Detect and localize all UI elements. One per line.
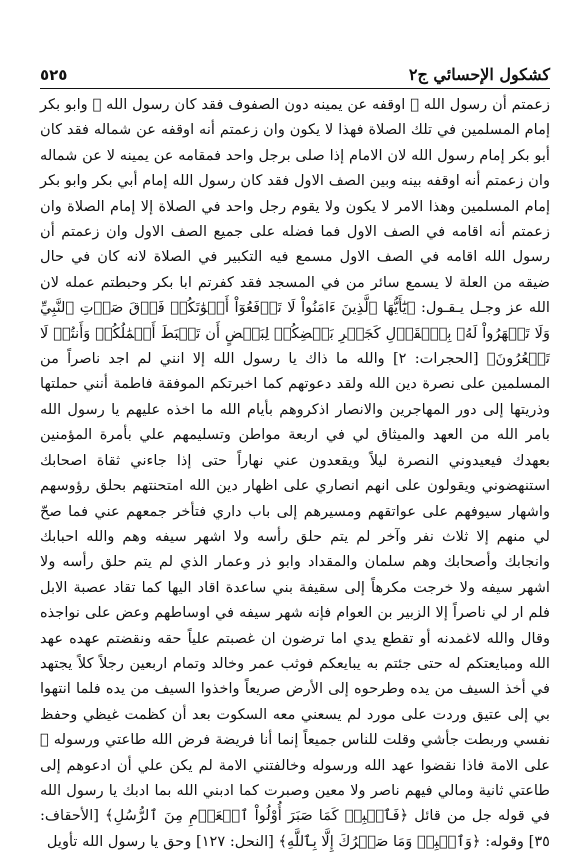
- book-title: كشكول الإحسائي ج٢: [408, 65, 550, 84]
- body-text: [40, 92, 550, 854]
- paragraph: زعمتم أن رسول الله ﷺ اوقفه عن يمينه دون الصفوف فقد كان رسول الله ﷺ وابو بكر إمام المسلمين في تلك الصلاة فهذا لا يكون وان زعمتم أنه اوقفه عن شماله فقد كان أبو بكر إمام رسول الله لان الامام إذا صلى برجل واحد فمقامه عن يمينه لا عن شماله وان زعمتم أنه اوقفه بينه وبين الصف الاول فقد كان رسول الله إمام أبي بكر وابو بكر إمام المسلمين وهذا الامر لا يكون ولا يقوم رجل واحد في الصلاة إلا إمام الصلاة وان زعمتم أنه اقامه في الصف الاول فما فضله على جميع الصف الاول وان زعمتم أن رسول الله اقامه في الصف الاول مسمع فيه التكبير في الصلاة لانه كان في حال ضيقه من العلة لا يسمع سائر من في المسجد فقد كفرتم ابا بكر وحبطتم عمله لان الله عز وجـل يـقـول: ﴿يَٰٓأَيُّهَا ٱلَّذِينَ ءَامَنُواْ لَا تَرۡفَعُوٓاْ أَصۡوَٰتَكُمۡ فَوۡقَ صَوۡتِ ٱلنَّبِيِّ وَلَا تَجۡهَرُواْ لَهُۥ بِٱلۡقَوۡلِ كَجَهۡرِ بَعۡضِكُمۡ لِبَعۡضٍ أَن تَحۡبَطَ أَعۡمَٰلُكُمۡ وَأَنتُمۡ لَا تَشۡعُرُونَ﴾ [الحجرات: ٢] والله ما ذاك يا رسول الله إلا انني لم اجد ناصراً من المسلمين على نصرة دين الله ولقد دعوتهم كما اخبرتكم الموفقة فاطمة أنني حملتها وذريتها إلى دور المهاجرين والانصار اذكروهم بأيام الله ما اخذه عليهم يا رسول الله بامر الله من العهد والميثاق لي في اربعة مواطن وتسليمهم علي بأمرة المؤمنين بعهدك فيعيدوني النصرة ليلاً ويقعدون عني نهاراً حتى إذا جاءني ثقاة اصحابك استنهضوني ويقولون على انهم انصاري على اظهار دين الله امتحنتهم بحلق رؤوسهم واشهار سيوفهم على عواتقهم ومسيرهم إلى باب داري فتأخر جمعهم عني فما صحّ لي منهم إلا ثلاث نفر وآخر لم يتم حلق رأسه ولا اشهر سيفه وهم والله احبابك وانجابك وأصحابك وهم سلمان والمقداد وابو ذر وعمار الذي لم يتم حلق رأسه ولا اشهر سيفه ولا خرجت مكرهاً إلى سقيفة بني ساعدة اقاد اليها كما تقاد عصبة الابل فلم ار لي ناصراً إلا الزبير بن العوام فإنه شهر سيفه في اوساطهم وعض على نواجذه وقال والله لاغمدنه أو تقطع يدي اما ترضون ان غصبتم علياً حقه ونقضتم عهده عهد الله ومبايعتكم له حتى جئتم به يبايعكم فوثب عمر وخالد وتمام اربعين رجلاً كلاً يجتهد في أخذ السيف من يده وطرحوه إلى الأرض صريعاً واخذوا السيف من يده فلما انتهوا بي إلى عتيق وردت على مورد لم يسعني معه السكوت بعد أن كظمت غيظي وحفظ نفسي وربطت جأشي وقلت للناس جميعاً إنما أنا فريضة فرض الله طاعتي ورسوله ﷺ على الامة فاذا نقضوا عهد الله ورسوله وخالفتني الامة لم يكن علي أن ادعوهم إلى طاعتي ثانية ومالي فيهم ناصر ولا معين وصبرت كما ادبني الله بما ادبك يا رسول الله في قوله جل من قائل ﴿فَٱصۡبِرۡ كَمَا صَبَرَ أُوْلُواْ ٱلۡعَزۡمِ مِنَ ٱلرُّسُلِ﴾ [الأحقاف: ٣٥] وقوله: ﴿وَٱصۡبِرۡ وَمَا صَبۡرُكَ إِلَّا بِٱللَّهِ﴾ [النحل: ١٢٧] وحق يا رسول الله تأويل: [40, 96, 550, 850]
- page-number: ٥٢٥: [40, 66, 68, 84]
- page-header: [40, 60, 550, 89]
